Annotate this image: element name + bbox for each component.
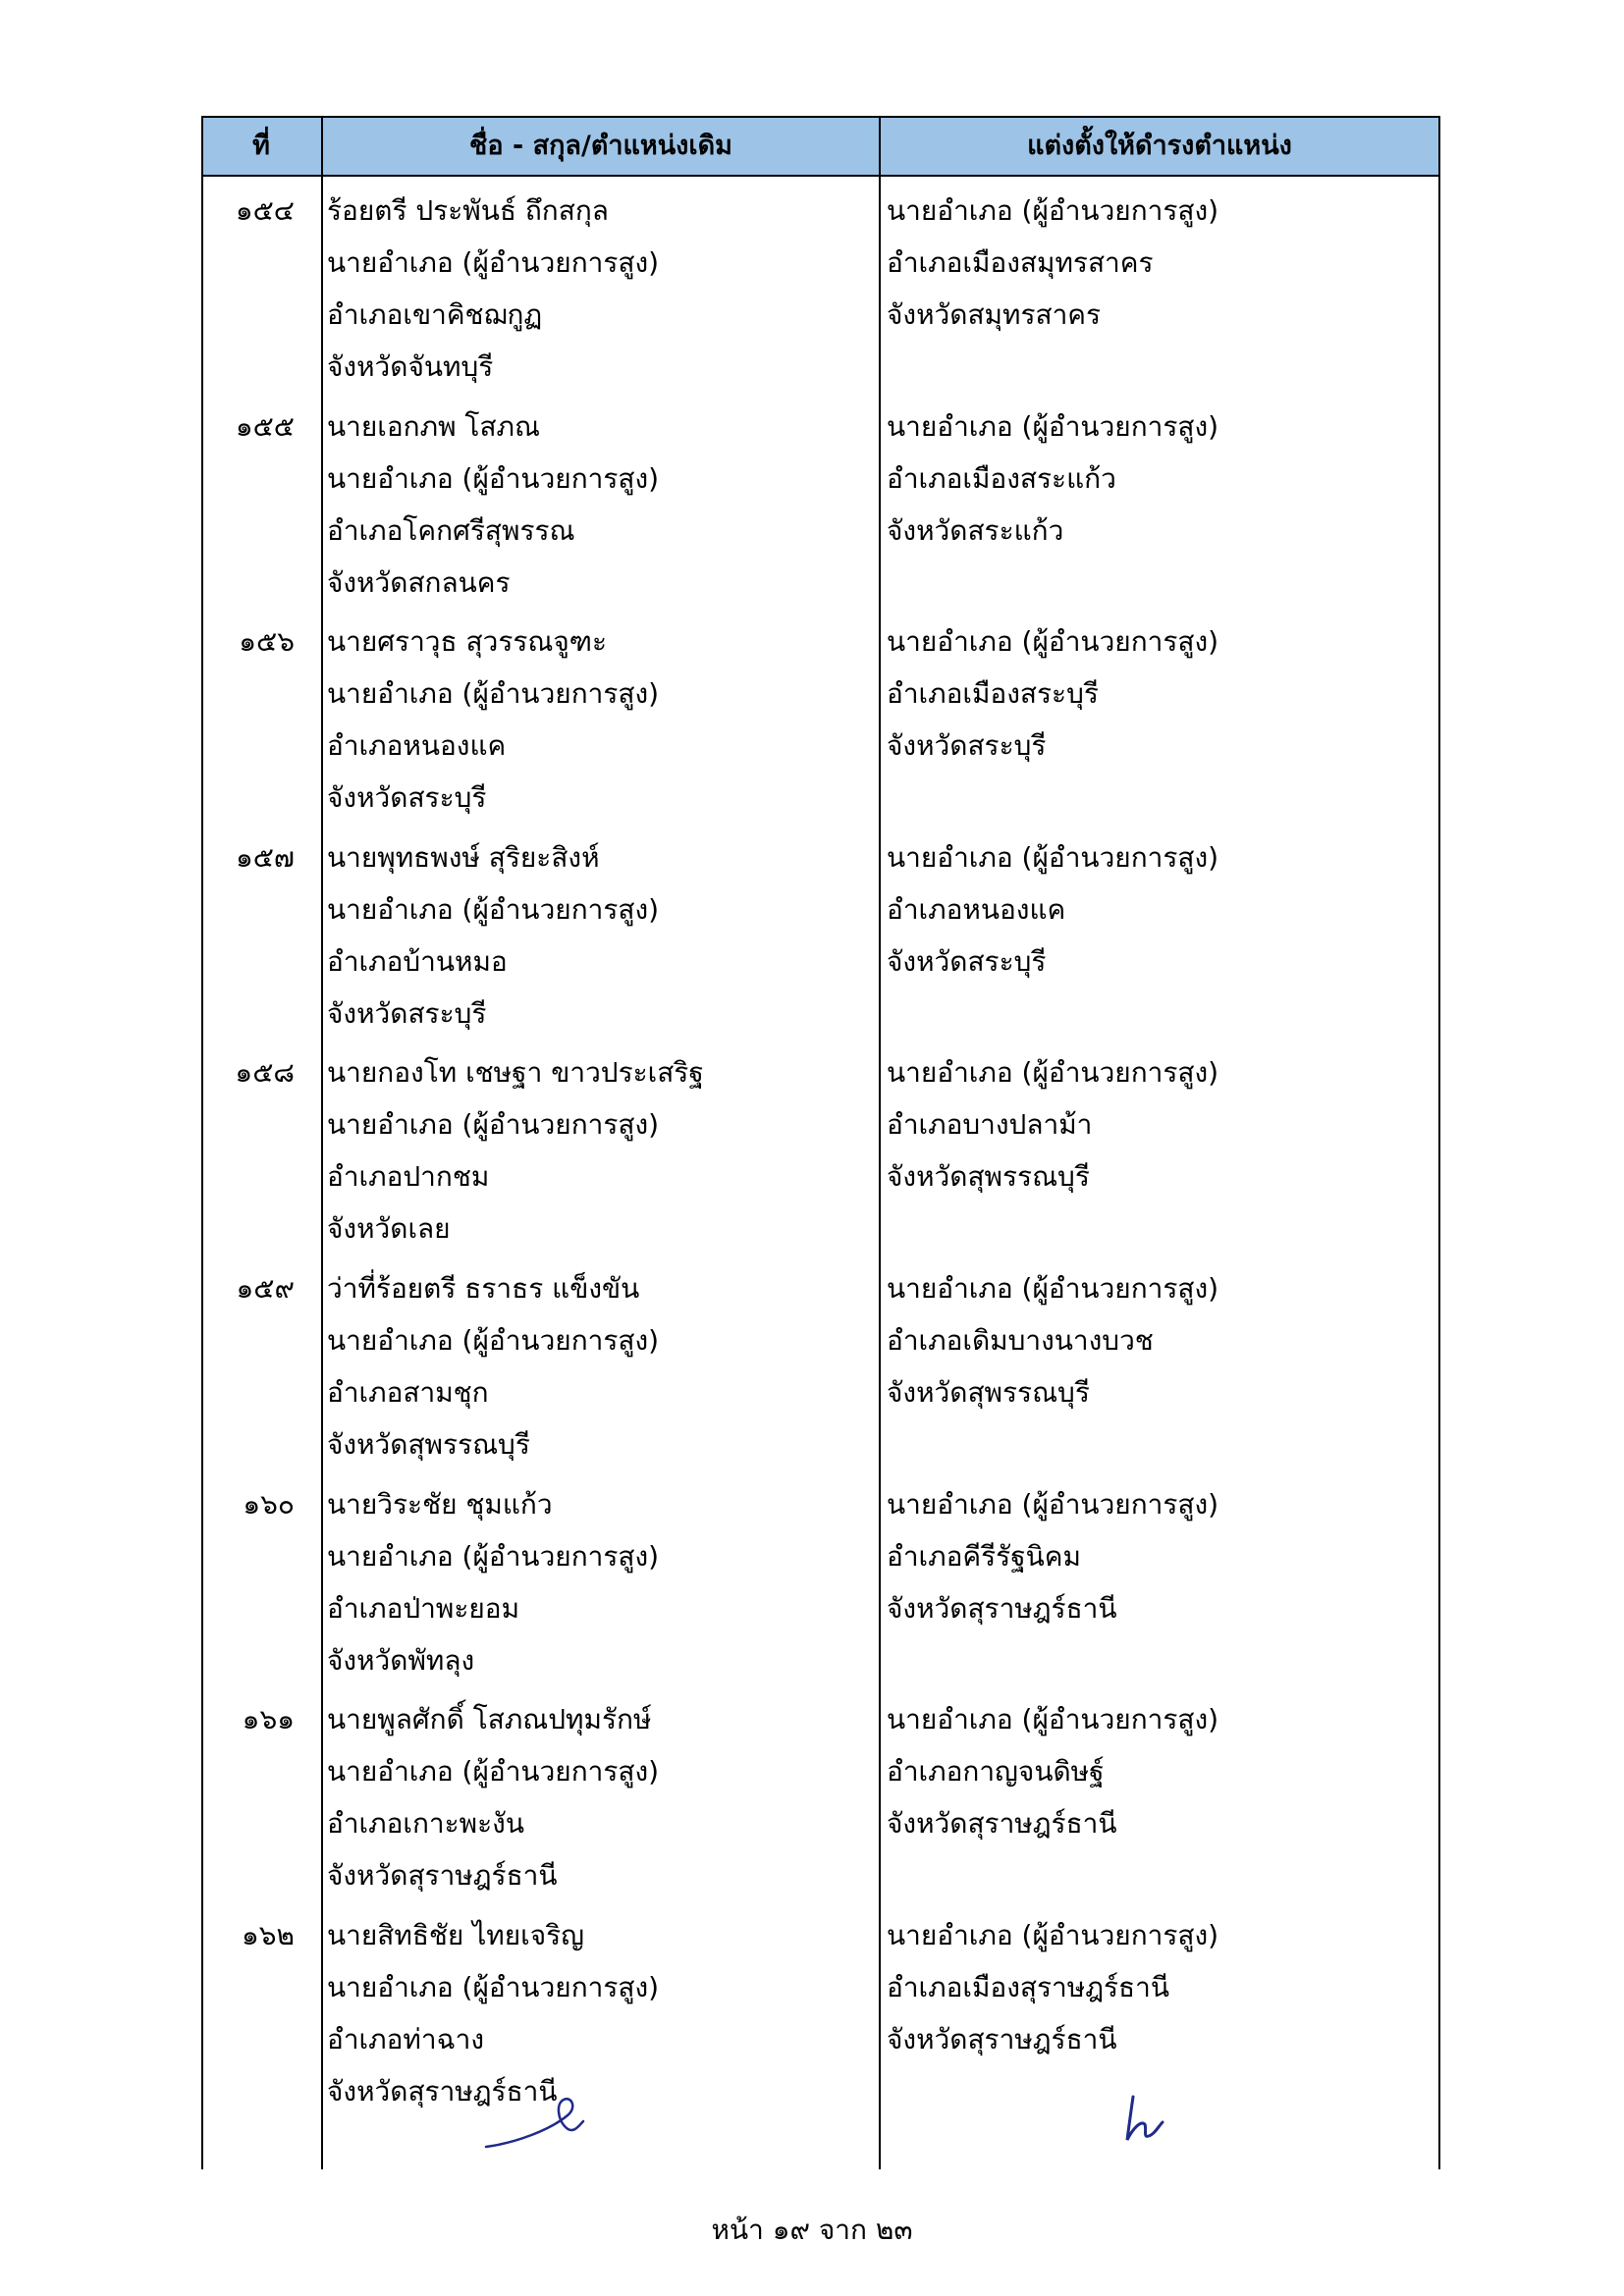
old-province: จังหวัดสระบุรี (327, 781, 487, 815)
previous-position-cell (327, 185, 659, 393)
new-position-cell (887, 185, 1218, 341)
old-position: นายอำเภอ (ผู้อำนวยการสูง) (327, 677, 660, 711)
new-province: จังหวัดสุพรรณบุรี (887, 1375, 1090, 1409)
previous-position-cell (327, 1478, 659, 1686)
row-number: ๑๕๗ (235, 840, 295, 874)
new-position: นายอำเภอ (ผู้อำนวยการสูง) (887, 194, 1219, 227)
person-name: นายพูลศักดิ์ โสภณปทุมรักษ์ (327, 1703, 652, 1736)
person-name: นายศราวุธ สุวรรณจูฑะ (327, 625, 608, 659)
new-province: จังหวัดสระบุรี (887, 729, 1047, 763)
previous-position-cell (327, 615, 659, 824)
signature-left-icon (481, 2086, 589, 2160)
new-position: นายอำเภอ (ผู้อำนวยการสูง) (887, 1056, 1219, 1090)
new-district: อำเภอคีรีรัฐนิคม (887, 1539, 1081, 1573)
old-province: จังหวัดสุราษฎร์ธานี (327, 2074, 558, 2108)
header-no: ที่ (252, 131, 270, 161)
new-province: จังหวัดสุพรรณบุรี (887, 1160, 1090, 1194)
previous-position-cell (327, 400, 659, 609)
previous-position-cell (327, 831, 659, 1040)
old-district: อำเภอบ้านหมอ (327, 944, 508, 978)
old-district: อำเภอสามชุก (327, 1375, 489, 1409)
header-name-position: ชื่อ - สกุล/ตำแหน่งเดิม (469, 131, 732, 161)
old-district: อำเภอท่าฉาง (327, 2022, 485, 2056)
old-province: จังหวัดพัทลุง (327, 1643, 475, 1677)
row-number: ๑๖๑ (242, 1703, 295, 1736)
table-row (201, 1693, 1440, 1909)
page-number: หน้า ๑๙ จาก ๒๓ (711, 2214, 913, 2246)
person-name: นายเอกภพ โสภณ (327, 409, 540, 443)
new-district: อำเภอเดิมบางนางบวช (887, 1323, 1154, 1357)
new-position: นายอำเภอ (ผู้อำนวยการสูง) (887, 625, 1219, 659)
old-district: อำเภอหนองแค (327, 729, 507, 763)
old-district: อำเภอเขาคิชฌกูฏ (327, 298, 543, 331)
new-position-cell (887, 831, 1218, 988)
row-number: ๑๖๒ (241, 1918, 295, 1951)
row-number: ๑๕๙ (236, 1271, 295, 1305)
table-row (201, 185, 1440, 400)
new-district: อำเภอเมืองสุราษฎร์ธานี (887, 1970, 1169, 2003)
row-number: ๑๖๐ (243, 1487, 295, 1521)
new-position: นายอำเภอ (ผู้อำนวยการสูง) (887, 1487, 1219, 1521)
new-position: นายอำเภอ (ผู้อำนวยการสูง) (887, 1918, 1219, 1951)
row-number: ๑๕๔ (235, 194, 295, 227)
old-province: จังหวัดสุพรรณบุรี (327, 1427, 530, 1461)
new-position-cell (887, 1478, 1218, 1634)
new-position-cell (887, 400, 1218, 557)
signature-right-icon (1119, 2091, 1178, 2150)
row-number: ๑๕๕ (235, 409, 295, 443)
table-row (201, 1046, 1440, 1262)
old-position: นายอำเภอ (ผู้อำนวยการสูง) (327, 1755, 660, 1789)
appointment-table (201, 116, 1440, 2169)
old-position: นายอำเภอ (ผู้อำนวยการสูง) (327, 246, 660, 279)
person-name: นายสิทธิชัย ไทยเจริญ (327, 1918, 585, 1951)
table-header (201, 116, 1440, 177)
new-province: จังหวัดสระบุรี (887, 944, 1047, 978)
new-district: อำเภอกาญจนดิษฐ์ (887, 1755, 1105, 1789)
old-position: นายอำเภอ (ผู้อำนวยการสูง) (327, 892, 660, 926)
new-province: จังหวัดสุราษฎร์ธานี (887, 1591, 1117, 1625)
person-name: ว่าที่ร้อยตรี ธราธร แข็งขัน (327, 1271, 640, 1305)
row-number: ๑๕๖ (239, 625, 295, 659)
new-position-cell (887, 1046, 1218, 1202)
old-district: อำเภอเกาะพะงัน (327, 1807, 524, 1841)
new-province: จังหวัดสมุทรสาคร (887, 298, 1102, 331)
new-position: นายอำเภอ (ผู้อำนวยการสูง) (887, 1703, 1219, 1736)
new-district: อำเภอเมืองสมุทรสาคร (887, 246, 1154, 279)
new-province: จังหวัดสุราษฎร์ธานี (887, 1807, 1117, 1841)
table-row (201, 400, 1440, 616)
old-province: จังหวัดสุราษฎร์ธานี (327, 1859, 558, 1893)
new-position: นายอำเภอ (ผู้อำนวยการสูง) (887, 840, 1219, 874)
new-position-cell (887, 615, 1218, 772)
table-row (201, 1909, 1440, 2125)
new-position-cell (887, 1909, 1218, 2065)
person-name: นายกองโท เชษฐา ขาวประเสริฐ (327, 1056, 704, 1090)
person-name: นายวิระชัย ชุมแก้ว (327, 1487, 553, 1521)
new-province: จังหวัดสระแก้ว (887, 513, 1064, 547)
new-district: อำเภอบางปลาม้า (887, 1108, 1093, 1142)
person-name: ร้อยตรี ประพันธ์ ถึกสกุล (327, 194, 609, 227)
old-position: นายอำเภอ (ผู้อำนวยการสูง) (327, 1108, 660, 1142)
old-province: จังหวัดสระบุรี (327, 996, 487, 1030)
new-position-cell (887, 1693, 1218, 1849)
table-row (201, 831, 1440, 1047)
old-position: นายอำเภอ (ผู้อำนวยการสูง) (327, 1323, 660, 1357)
new-position: นายอำเภอ (ผู้อำนวยการสูง) (887, 1271, 1219, 1305)
new-position: นายอำเภอ (ผู้อำนวยการสูง) (887, 409, 1219, 443)
table-body (201, 185, 1440, 2124)
old-district: อำเภอโคกศรีสุพรรณ (327, 513, 575, 547)
new-district: อำเภอเมืองสระบุรี (887, 677, 1099, 711)
new-position-cell (887, 1262, 1218, 1418)
old-district: อำเภอปากชม (327, 1160, 490, 1194)
old-province: จังหวัดจันทบุรี (327, 350, 494, 383)
old-district: อำเภอป่าพะยอม (327, 1591, 520, 1625)
table-row (201, 1262, 1440, 1478)
previous-position-cell (327, 1046, 704, 1255)
old-province: จังหวัดเลย (327, 1212, 451, 1246)
header-appointed-position: แต่งตั้งให้ดำรงตำแหน่ง (1027, 131, 1292, 161)
new-province: จังหวัดสุราษฎร์ธานี (887, 2022, 1117, 2056)
old-province: จังหวัดสกลนคร (327, 565, 511, 599)
old-position: นายอำเภอ (ผู้อำนวยการสูง) (327, 1539, 660, 1573)
new-district: อำเภอเมืองสระแก้ว (887, 461, 1116, 495)
table-row (201, 1478, 1440, 1694)
person-name: นายพุทธพงษ์ สุริยะสิงห์ (327, 840, 600, 874)
previous-position-cell (327, 1693, 659, 1901)
table-row (201, 615, 1440, 831)
old-position: นายอำเภอ (ผู้อำนวยการสูง) (327, 461, 660, 495)
new-district: อำเภอหนองแค (887, 892, 1066, 926)
previous-position-cell (327, 1262, 659, 1470)
row-number: ๑๕๘ (235, 1056, 295, 1090)
old-position: นายอำเภอ (ผู้อำนวยการสูง) (327, 1970, 660, 2003)
